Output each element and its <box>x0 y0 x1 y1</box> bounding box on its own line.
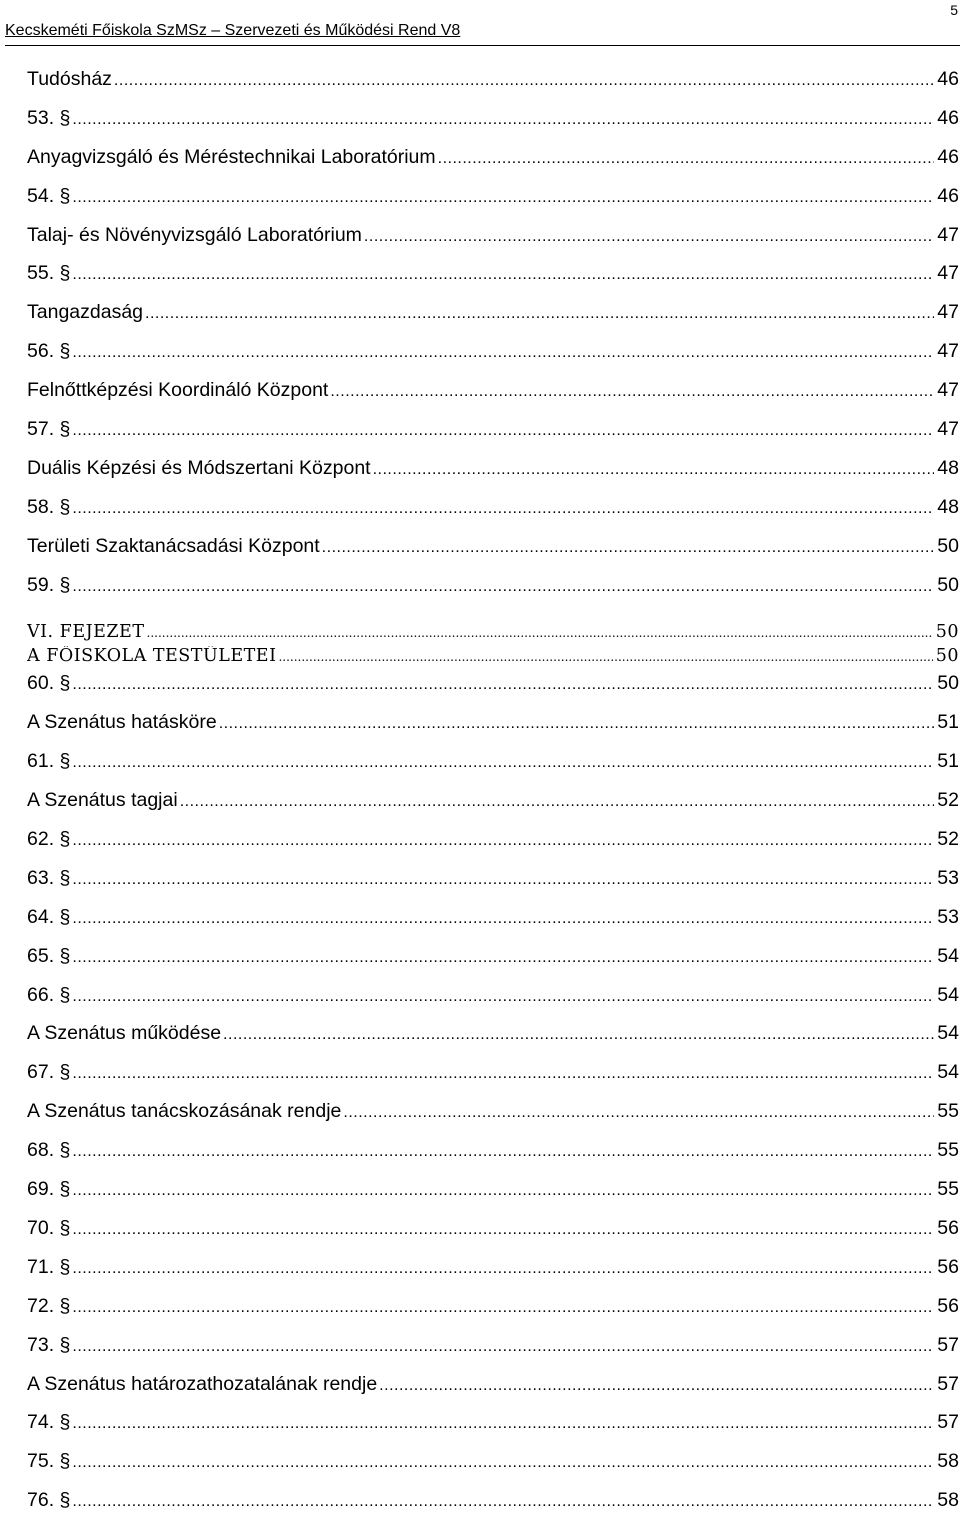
toc-entry-label: 67. § <box>27 1061 71 1084</box>
toc-entry-page-number: 48 <box>937 456 959 479</box>
toc-entry-page-number: 47 <box>937 379 959 402</box>
toc-entry-page-number: 55 <box>937 1178 959 1201</box>
dot-leader <box>223 1026 934 1044</box>
toc-entry-page-number: 46 <box>937 106 959 129</box>
toc-entry[interactable] <box>27 672 959 711</box>
toc-entry-label: 69. § <box>27 1178 71 1201</box>
toc-entry-page-number: 47 <box>937 223 959 246</box>
dot-leader <box>72 910 934 928</box>
toc-entry-page-number: 47 <box>937 340 959 363</box>
toc-entry-label: 55. § <box>27 262 71 285</box>
toc-entry[interactable] <box>27 1373 959 1412</box>
toc-entry-label: 62. § <box>27 828 71 851</box>
toc-entry-label: 59. § <box>27 573 71 596</box>
toc-entry-page-number: 55 <box>937 1100 959 1123</box>
toc-entry-label: 58. § <box>27 495 71 518</box>
toc-entry[interactable] <box>27 622 959 646</box>
toc-entry[interactable] <box>27 1489 959 1528</box>
toc-entry-label: 68. § <box>27 1139 71 1162</box>
toc-entry[interactable] <box>27 457 959 496</box>
dot-leader <box>322 539 935 557</box>
toc-entry-page-number: 46 <box>937 184 959 207</box>
toc-entry-page-number: 50 <box>935 645 959 666</box>
toc-entry-label: 56. § <box>27 340 71 363</box>
running-header <box>5 22 960 46</box>
dot-leader <box>147 626 933 640</box>
toc-entry[interactable] <box>27 906 959 945</box>
toc-entry[interactable] <box>27 340 959 379</box>
dot-leader <box>438 150 935 168</box>
toc-entry-page-number: 58 <box>937 1450 959 1473</box>
toc-entry[interactable] <box>27 535 959 574</box>
toc-entry-page-number: 46 <box>937 68 959 90</box>
toc-entry-page-number: 50 <box>935 622 959 643</box>
toc-entry-label: 53. § <box>27 106 71 129</box>
toc-entry-page-number: 51 <box>937 750 959 773</box>
dot-leader <box>72 189 934 207</box>
toc-entry-page-number: 58 <box>937 1489 959 1512</box>
dot-leader <box>114 72 934 90</box>
toc-entry[interactable] <box>27 574 959 613</box>
toc-entry-label: 76. § <box>27 1489 71 1512</box>
toc-entry-page-number: 50 <box>937 672 959 695</box>
dot-leader <box>180 793 935 811</box>
toc-entry-label: VI. FEJEZET <box>27 622 145 643</box>
dot-leader <box>278 650 932 664</box>
toc-entry[interactable] <box>27 418 959 457</box>
toc-entry-page-number: 54 <box>937 1022 959 1045</box>
dot-leader <box>72 988 934 1006</box>
toc-entry-page-number: 53 <box>937 866 959 889</box>
toc-entry-page-number: 57 <box>937 1333 959 1356</box>
toc-entry-label: Tangazdaság <box>27 301 144 324</box>
toc-entry[interactable] <box>27 750 959 789</box>
toc-entry-label: 73. § <box>27 1333 71 1356</box>
dot-leader <box>72 871 934 889</box>
dot-leader <box>219 715 935 733</box>
dot-leader <box>330 383 934 401</box>
toc-entry-label: A Szenátus hatásköre <box>27 711 217 734</box>
toc-entry-label: Talaj- és Növényvizsgáló Laboratórium <box>27 223 362 246</box>
toc-entry-label: 70. § <box>27 1216 71 1239</box>
toc-entry-label: 57. § <box>27 418 71 441</box>
toc-entry-page-number: 56 <box>937 1294 959 1317</box>
toc-entry-page-number: 54 <box>937 983 959 1006</box>
toc-entry[interactable] <box>27 301 959 340</box>
toc-entry-page-number: 52 <box>937 789 959 812</box>
dot-leader <box>343 1104 934 1122</box>
toc-entry[interactable] <box>27 867 959 906</box>
dot-leader <box>72 266 934 284</box>
dot-leader <box>145 305 934 323</box>
toc-entry[interactable] <box>27 262 959 301</box>
toc-entry[interactable] <box>27 379 959 418</box>
dot-leader <box>72 1221 934 1239</box>
toc-entry-page-number: 50 <box>937 534 959 557</box>
page-number: 5 <box>950 2 958 18</box>
toc-entry-label: 61. § <box>27 750 71 773</box>
dot-leader <box>72 1065 934 1083</box>
toc-entry-page-number: 52 <box>937 828 959 851</box>
toc-entry-page-number: 46 <box>937 145 959 168</box>
dot-leader <box>72 111 934 129</box>
dot-leader <box>379 1377 934 1395</box>
toc-entry-label: 74. § <box>27 1411 71 1434</box>
toc-entry-label: 54. § <box>27 184 71 207</box>
toc-entry-label: A Szenátus tanácskozásának rendje <box>27 1100 342 1123</box>
toc-entry-label: Felnőttképzési Koordináló Központ <box>27 379 329 402</box>
toc-entry[interactable] <box>27 1022 959 1061</box>
dot-leader <box>72 422 934 440</box>
toc-entry-page-number: 47 <box>937 301 959 324</box>
toc-entry-page-number: 47 <box>937 262 959 285</box>
dot-leader <box>72 578 934 596</box>
toc-entry-page-number: 54 <box>937 1061 959 1084</box>
dot-leader <box>72 1143 934 1161</box>
toc-entry[interactable] <box>27 496 959 535</box>
toc-entry-label: 66. § <box>27 983 71 1006</box>
toc-entry[interactable] <box>27 984 959 1023</box>
dot-leader <box>364 228 934 246</box>
toc-entry-label: A Szenátus tagjai <box>27 789 178 812</box>
dot-leader <box>72 500 934 518</box>
table-of-contents <box>27 68 959 1528</box>
toc-entry[interactable] <box>27 107 959 146</box>
dot-leader <box>373 461 935 479</box>
toc-entry-page-number: 56 <box>937 1216 959 1239</box>
toc-entry[interactable] <box>27 828 959 867</box>
toc-entry[interactable] <box>27 1100 959 1139</box>
dot-leader <box>72 1338 934 1356</box>
toc-entry[interactable] <box>27 1256 959 1295</box>
toc-entry[interactable] <box>27 945 959 984</box>
toc-entry-page-number: 48 <box>937 495 959 518</box>
toc-entry-page-number: 57 <box>937 1411 959 1434</box>
toc-entry[interactable] <box>27 1450 959 1489</box>
toc-entry-label: A Szenátus működése <box>27 1022 222 1045</box>
toc-entry-label: 65. § <box>27 944 71 967</box>
document-title: Kecskeméti Főiskola SzMSz – Szervezeti és Működési Rend V8 <box>5 22 461 39</box>
toc-entry[interactable] <box>27 1334 959 1373</box>
toc-entry[interactable] <box>27 1061 959 1100</box>
toc-entry[interactable] <box>27 646 959 670</box>
toc-entry-page-number: 51 <box>937 711 959 734</box>
toc-entry[interactable] <box>27 1178 959 1217</box>
toc-entry[interactable] <box>27 185 959 224</box>
dot-leader <box>72 1493 934 1511</box>
toc-entry-label: 71. § <box>27 1255 71 1278</box>
toc-entry[interactable] <box>27 1217 959 1256</box>
dot-leader <box>72 949 934 967</box>
toc-entry[interactable] <box>27 1139 959 1178</box>
dot-leader <box>72 676 934 694</box>
toc-entry-page-number: 56 <box>937 1255 959 1278</box>
toc-entry-page-number: 47 <box>937 418 959 441</box>
toc-entry-label: A FŐISKOLA TESTÜLETEI <box>27 645 277 666</box>
dot-leader <box>72 344 934 362</box>
toc-entry-label: Duális Képzési és Módszertani Központ <box>27 456 371 479</box>
toc-entry[interactable] <box>27 146 959 185</box>
toc-entry-page-number: 50 <box>937 573 959 596</box>
toc-entry[interactable] <box>27 224 959 263</box>
dot-leader <box>72 1260 934 1278</box>
toc-entry-page-number: 53 <box>937 905 959 928</box>
toc-entry-label: 72. § <box>27 1294 71 1317</box>
dot-leader <box>72 1415 934 1433</box>
dot-leader <box>72 1454 934 1472</box>
dot-leader <box>72 1182 934 1200</box>
toc-entry-label: Területi Szaktanácsadási Központ <box>27 534 320 557</box>
toc-entry-label: 64. § <box>27 905 71 928</box>
dot-leader <box>72 754 934 772</box>
toc-entry-page-number: 54 <box>937 944 959 967</box>
toc-entry-label: 75. § <box>27 1450 71 1473</box>
toc-entry-label: Tudósház <box>27 68 112 90</box>
toc-entry[interactable] <box>27 1295 959 1334</box>
dot-leader <box>72 832 934 850</box>
toc-entry-label: 60. § <box>27 672 71 695</box>
toc-entry-label: 63. § <box>27 866 71 889</box>
toc-entry[interactable] <box>27 1411 959 1450</box>
toc-entry-page-number: 57 <box>937 1372 959 1395</box>
toc-entry[interactable] <box>27 711 959 750</box>
toc-entry[interactable] <box>27 789 959 828</box>
dot-leader <box>72 1299 934 1317</box>
toc-entry-page-number: 55 <box>937 1139 959 1162</box>
toc-entry-label: Anyagvizsgáló és Méréstechnikai Laboratórium <box>27 145 436 168</box>
toc-entry-label: A Szenátus határozathozatalának rendje <box>27 1372 378 1395</box>
toc-entry[interactable] <box>27 68 959 107</box>
